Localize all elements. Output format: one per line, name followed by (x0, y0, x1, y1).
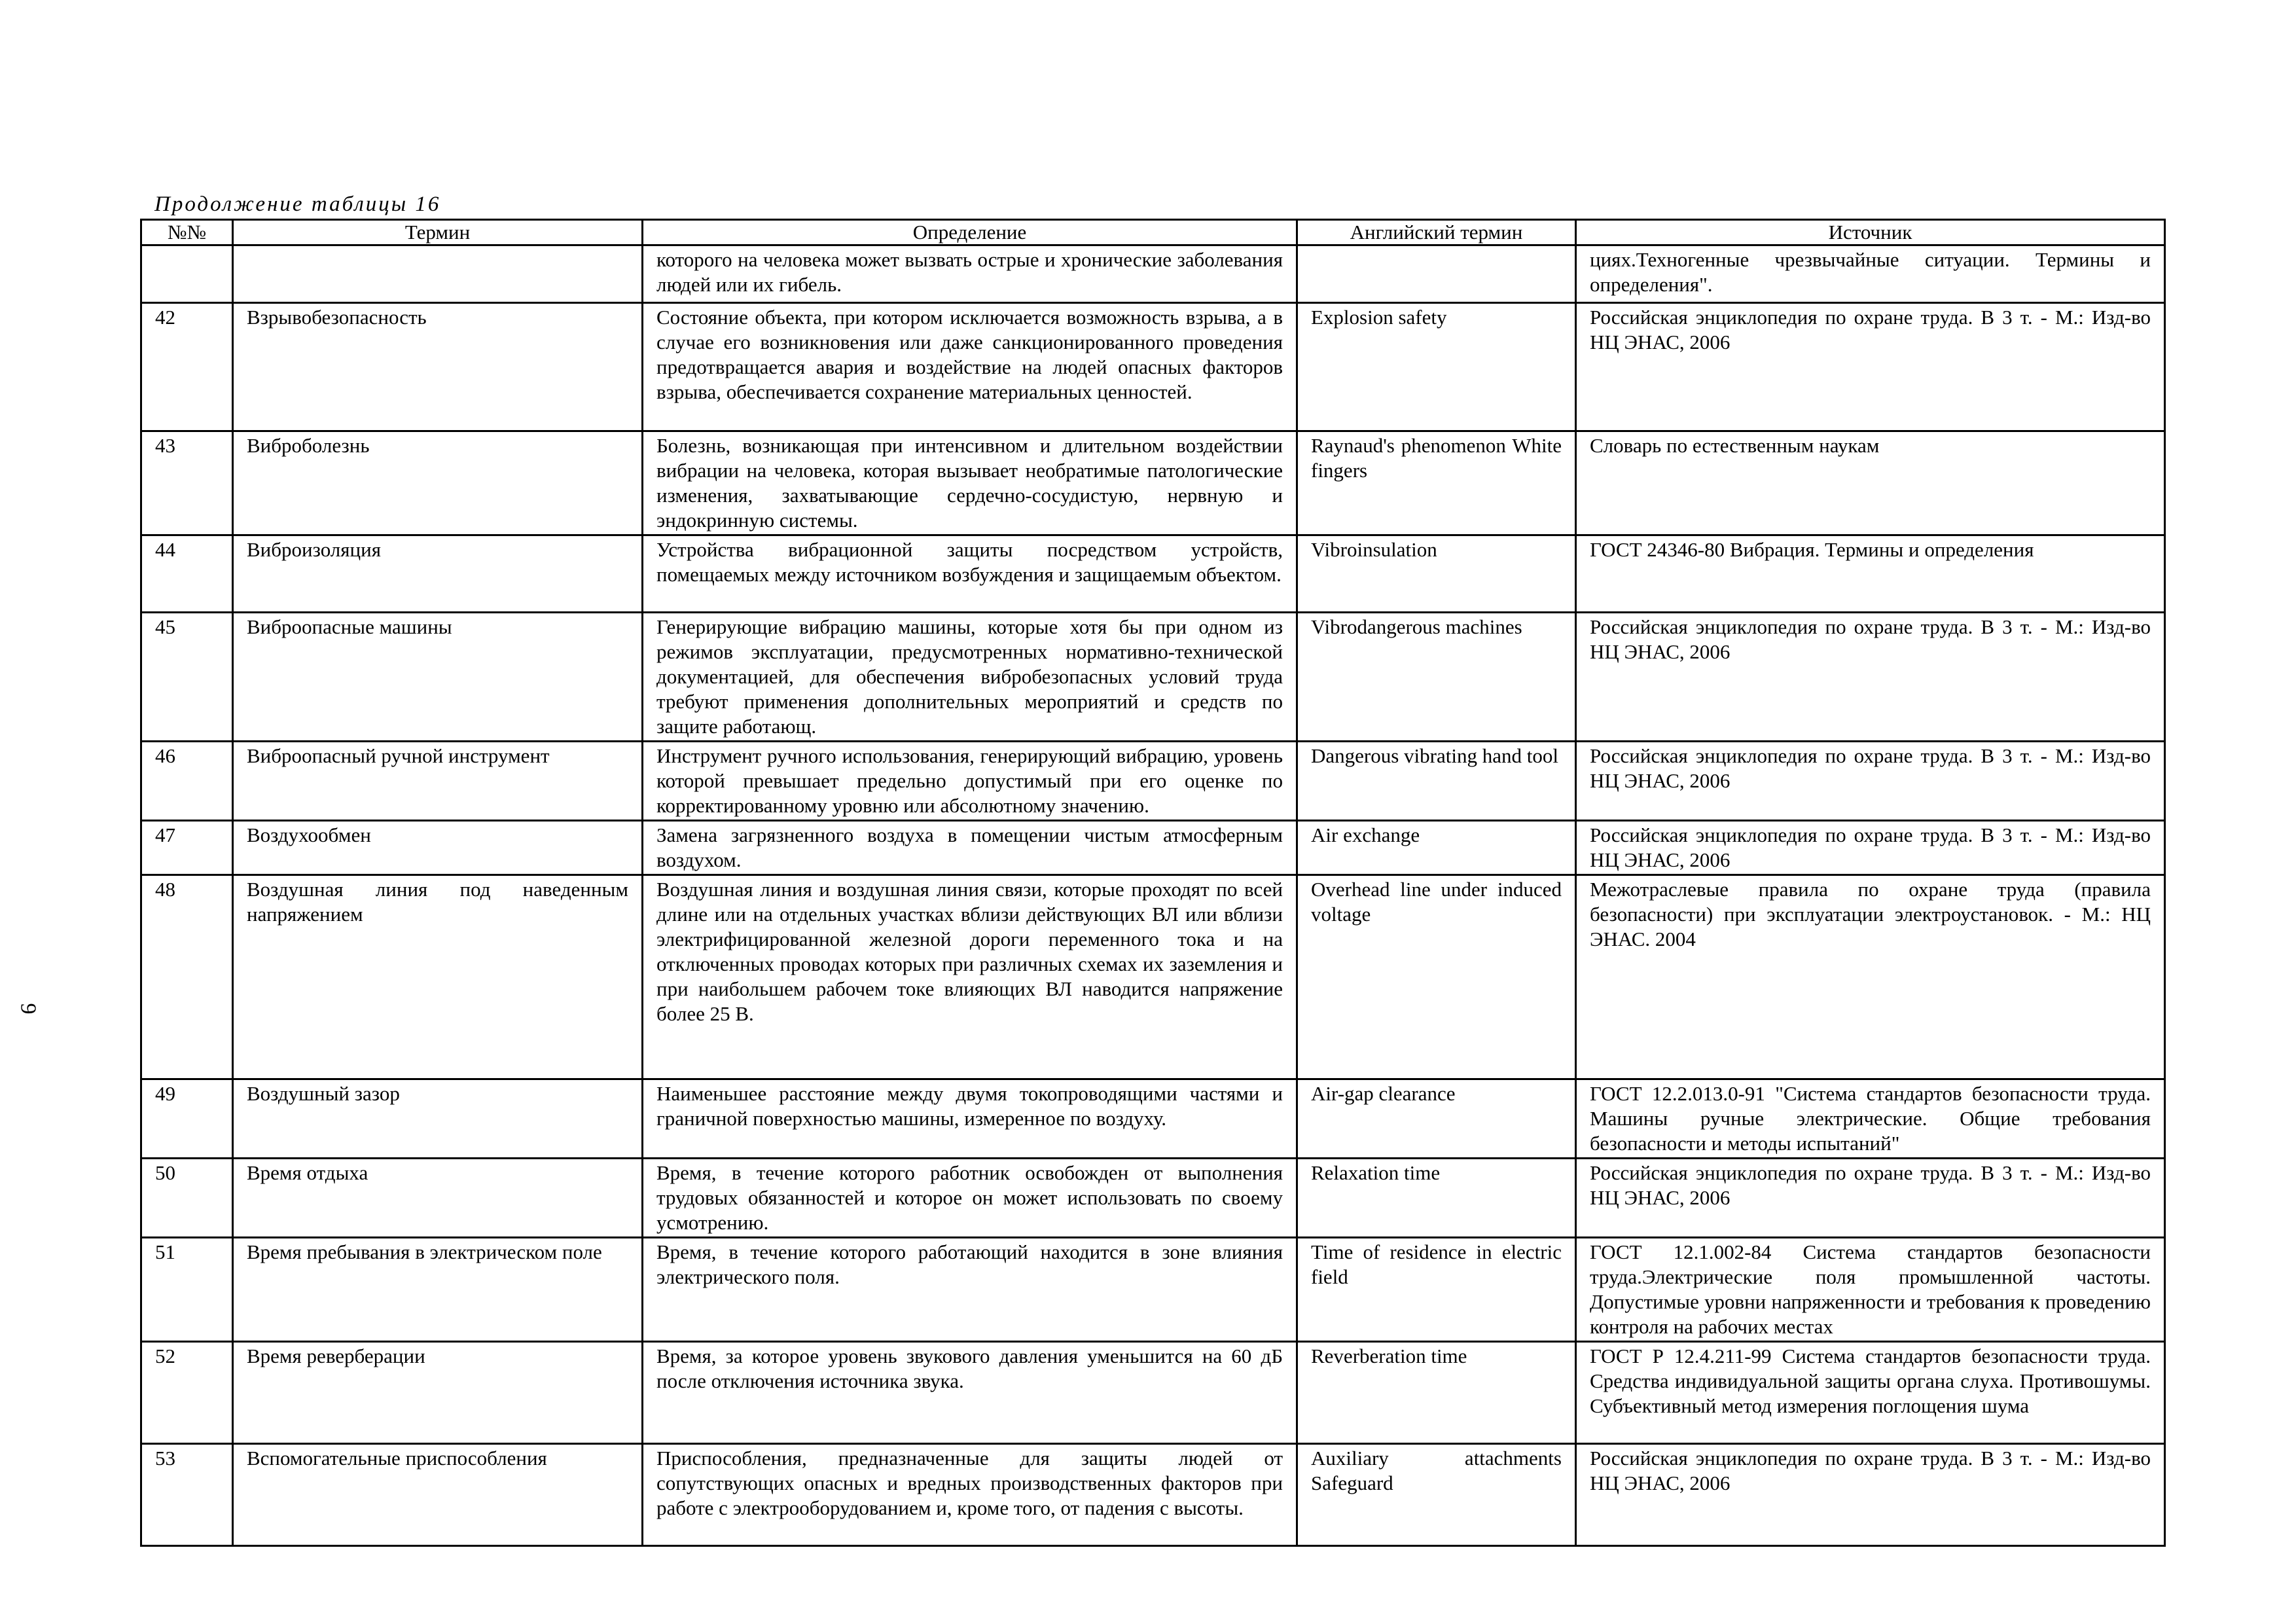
row-source: Российская энциклопедия по охране труда. В 3 т. - М.: Изд-во НЦ ЭНАС, 2006 (1576, 821, 2165, 875)
row-definition: Замена загрязненного воздуха в помещении чистым атмосферным воздухом. (643, 821, 1297, 875)
row-source: циях.Техногенные чрезвычайные ситуации. Термины и определения". (1576, 245, 2165, 303)
row-definition: Состояние объекта, при котором исключается возможность взрыва, а в случае его возникновения или даже санкционированного проведения предотвращается авария и воздействие на людей опасных факторов взрыва, обеспечивается сохранение материальных ценностей. (643, 303, 1297, 431)
row-english: Auxiliary attachments Safeguard (1297, 1444, 1576, 1546)
table-row (141, 535, 2165, 613)
row-num: 42 (141, 303, 233, 431)
row-num (141, 245, 233, 303)
row-term: Воздушная линия под наведенным напряжением (233, 875, 643, 1079)
header-definition: Определение (643, 220, 1297, 245)
row-num: 52 (141, 1342, 233, 1444)
table-row (141, 821, 2165, 875)
row-english: Air-gap clearance (1297, 1079, 1576, 1159)
row-source: Российская энциклопедия по охране труда. В 3 т. - М.: Изд-во НЦ ЭНАС, 2006 (1576, 1444, 2165, 1546)
row-num: 44 (141, 535, 233, 613)
table-row (141, 1444, 2165, 1546)
row-definition: Приспособления, предназначенные для защиты людей от сопутствующих опасных и вредных производственных факторов при работе с электрооборудованием и, кроме того, от падения с высоты. (643, 1444, 1297, 1546)
table-row (141, 613, 2165, 742)
row-definition: Инструмент ручного использования, генерирующий вибрацию, уровень которой превышает предельно допустимый при его оценке по корректированному уровню или абсолютному значению. (643, 742, 1297, 821)
table-row (141, 1238, 2165, 1342)
row-english: Vibrodangerous machines (1297, 613, 1576, 742)
table-row (141, 431, 2165, 535)
row-term: Виброболезнь (233, 431, 643, 535)
terms-table (140, 219, 2166, 1547)
header-source: Источник (1576, 220, 2165, 245)
table-row (141, 245, 2165, 303)
row-english: Overhead line under induced voltage (1297, 875, 1576, 1079)
row-source: Российская энциклопедия по охране труда. В 3 т. - М.: Изд-во НЦ ЭНАС, 2006 (1576, 303, 2165, 431)
table-header-row (141, 220, 2165, 245)
row-english: Dangerous vibrating hand tool (1297, 742, 1576, 821)
table-row (141, 875, 2165, 1079)
row-num: 47 (141, 821, 233, 875)
row-source: ГОСТ 24346-80 Вибрация. Термины и определения (1576, 535, 2165, 613)
page-number: 9 (16, 1003, 41, 1015)
table-row (141, 1159, 2165, 1238)
row-english: Explosion safety (1297, 303, 1576, 431)
row-definition: Время, в течение которого работающий находится в зоне влияния электрического поля. (643, 1238, 1297, 1342)
row-english: Raynaud's phenomenon White fingers (1297, 431, 1576, 535)
row-english: Air exchange (1297, 821, 1576, 875)
row-term: Время реверберации (233, 1342, 643, 1444)
row-source: ГОСТ 12.1.002-84 Система стандартов безопасности труда.Электрические поля промышленной частоты. Допустимые уровни напряженности и требования к проведению контроля на рабочих местах (1576, 1238, 2165, 1342)
row-num: 49 (141, 1079, 233, 1159)
row-term: Воздушный зазор (233, 1079, 643, 1159)
row-num: 53 (141, 1444, 233, 1546)
row-source: Словарь по естественным наукам (1576, 431, 2165, 535)
row-definition: Время, за которое уровень звукового давления уменьшится на 60 дБ после отключения источника звука. (643, 1342, 1297, 1444)
row-english: Reverberation time (1297, 1342, 1576, 1444)
row-source: ГОСТ Р 12.4.211-99 Система стандартов безопасности труда. Средства индивидуальной защиты органа слуха. Противошумы. Субъективный метод измерения поглощения шума (1576, 1342, 2165, 1444)
row-term: Время пребывания в электрическом поле (233, 1238, 643, 1342)
row-definition: Воздушная линия и воздушная линия связи, которые проходят по всей длине или на отдельных участках вблизи действующих ВЛ или вблизи электрифицированной железной дороги переменного тока и на отключенных проводах которых при различных схемах их заземления и при наибольшем рабочем токе влияющих ВЛ наводится напряжение более 25 В. (643, 875, 1297, 1079)
row-source: Российская энциклопедия по охране труда. В 3 т. - М.: Изд-во НЦ ЭНАС, 2006 (1576, 1159, 2165, 1238)
row-source: Межотраслевые правила по охране труда (правила безопасности) при эксплуатации электроустановок. - М.: НЦ ЭНАС. 2004 (1576, 875, 2165, 1079)
row-num: 45 (141, 613, 233, 742)
header-english: Английский термин (1297, 220, 1576, 245)
row-num: 51 (141, 1238, 233, 1342)
header-term: Термин (233, 220, 643, 245)
row-term: Виброопасные машины (233, 613, 643, 742)
row-english: Vibroinsulation (1297, 535, 1576, 613)
row-definition: Время, в течение которого работник освобожден от выполнения трудовых обязанностей и которое он может использовать по своему усмотрению. (643, 1159, 1297, 1238)
row-term: Воздухообмен (233, 821, 643, 875)
row-english: Relaxation time (1297, 1159, 1576, 1238)
table-row (141, 742, 2165, 821)
row-source: Российская энциклопедия по охране труда. В 3 т. - М.: Изд-во НЦ ЭНАС, 2006 (1576, 742, 2165, 821)
row-term: Взрывобезопасность (233, 303, 643, 431)
row-term: Виброизоляция (233, 535, 643, 613)
table-row (141, 1342, 2165, 1444)
row-num: 50 (141, 1159, 233, 1238)
row-num: 43 (141, 431, 233, 535)
row-definition: которого на человека может вызвать острые и хронические заболевания людей или их гибель. (643, 245, 1297, 303)
row-term: Вспомогательные приспособления (233, 1444, 643, 1546)
row-definition: Устройства вибрационной защиты посредством устройств, помещаемых между источником возбуждения и защищаемым объектом. (643, 535, 1297, 613)
row-english: Time of residence in electric field (1297, 1238, 1576, 1342)
header-num: №№ (141, 220, 233, 245)
row-source: ГОСТ 12.2.013.0-91 "Система стандартов безопасности труда. Машины ручные электрические. Общие требования безопасности и методы испытаний" (1576, 1079, 2165, 1159)
row-term (233, 245, 643, 303)
row-term: Время отдыха (233, 1159, 643, 1238)
row-definition: Генерирующие вибрацию машины, которые хотя бы при одном из режимов эксплуатации, предусмотренных нормативно-технической документацией, для обеспечения вибробезопасных условий труда требуют применения дополнительных мероприятий и средств по защите работающ. (643, 613, 1297, 742)
row-num: 48 (141, 875, 233, 1079)
row-source: Российская энциклопедия по охране труда. В 3 т. - М.: Изд-во НЦ ЭНАС, 2006 (1576, 613, 2165, 742)
row-num: 46 (141, 742, 233, 821)
row-term: Виброопасный ручной инструмент (233, 742, 643, 821)
row-definition: Наименьшее расстояние между двумя токопроводящими частями и граничной поверхностью машины, измеренное по воздуху. (643, 1079, 1297, 1159)
row-definition: Болезнь, возникающая при интенсивном и длительном воздействии вибрации на человека, которая вызывает необратимые патологические изменения, захватывающие сердечно-сосудистую, нервную и эндокринную системы. (643, 431, 1297, 535)
table-caption: Продолжение таблицы 16 (154, 192, 441, 216)
table-row (141, 303, 2165, 431)
table-row (141, 1079, 2165, 1159)
row-english (1297, 245, 1576, 303)
